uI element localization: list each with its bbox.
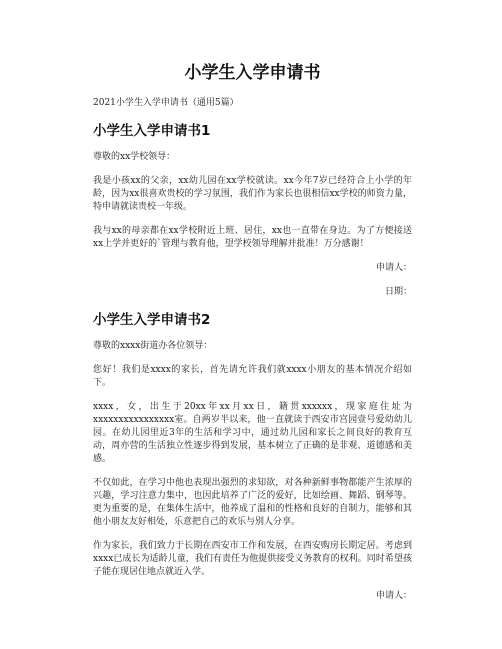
letter2-paragraph-1: 您好！我们是xxxx的家长，首先请允许我们就xxxx小朋友的基本情况介绍如下。 <box>93 365 412 388</box>
document-title: 小学生入学申请书 <box>184 63 321 83</box>
letter2-paragraph-2: xxxx，女，出生于20xx年xx月xx日，籍贯xxxxxx，现家庭住址为xxxxxxxxxxxxxxxx室。自两岁半以来，他一直就读于西安市宫园壹号爱幼幼儿园。在幼儿园里近3年的生活和学习中，通过幼儿园和家长之间良好的教育互动，周亦营的生活独立性逐步得到发展，基本树立了正确的是非观、道德感和美感。 <box>93 402 412 464</box>
letter1-applicant: 申请人： <box>375 263 412 273</box>
letter1-paragraph-2: 我与xx的母亲都在xx学校附近上班、居住，xx也一直带在身边。为了方便接送xx上学并更好的`管理与教育他，望学校领导理解并批准！万分感谢！ <box>93 226 412 249</box>
letter2-greeting: 尊敬的xxxx街道办各位领导： <box>93 341 213 351</box>
letter1-greeting: 尊敬的xx学校领导： <box>93 152 176 162</box>
letter2-heading: 小学生入学申请书2 <box>93 312 211 328</box>
letter1-date: 日期： <box>384 287 412 297</box>
letter2-paragraph-4: 作为家长，我们致力于长期在西安市工作和发展，在西安购房长期定居。考虑到xxxx已成长为适龄儿童，我们有责任为他提供接受义务教育的权利。同时希望孩子能在现居住地点就近入学。 <box>93 541 412 577</box>
document-subtitle: 2021小学生入学申请书（通用5篇） <box>93 98 239 108</box>
letter1-paragraph-1: 我是小孩xx的父亲，xx幼儿园在xx学校就读。xx今年7岁已经符合上小学的年龄，因为xx很喜欢贵校的学习氛围，我们作为家长也很相信xx学校的师资力量，特申请就读贵校一年级。 <box>93 176 412 212</box>
letter2-applicant: 申请人： <box>375 591 412 601</box>
letter1-heading: 小学生入学申请书1 <box>93 123 211 139</box>
letter2-paragraph-3: 不仅如此，在学习中他也表现出强烈的求知欲，对各种新鲜事物都能产生浓厚的兴趣，学习注意力集中，也因此培养了广泛的爱好，比如绘画、舞蹈、钢琴等。更为重要的是，在集体生活中，他养成了温和的性格和良好的自制力，能够和其他小朋友友好相处，乐意把自己的欢乐与别人分享。 <box>93 478 412 527</box>
